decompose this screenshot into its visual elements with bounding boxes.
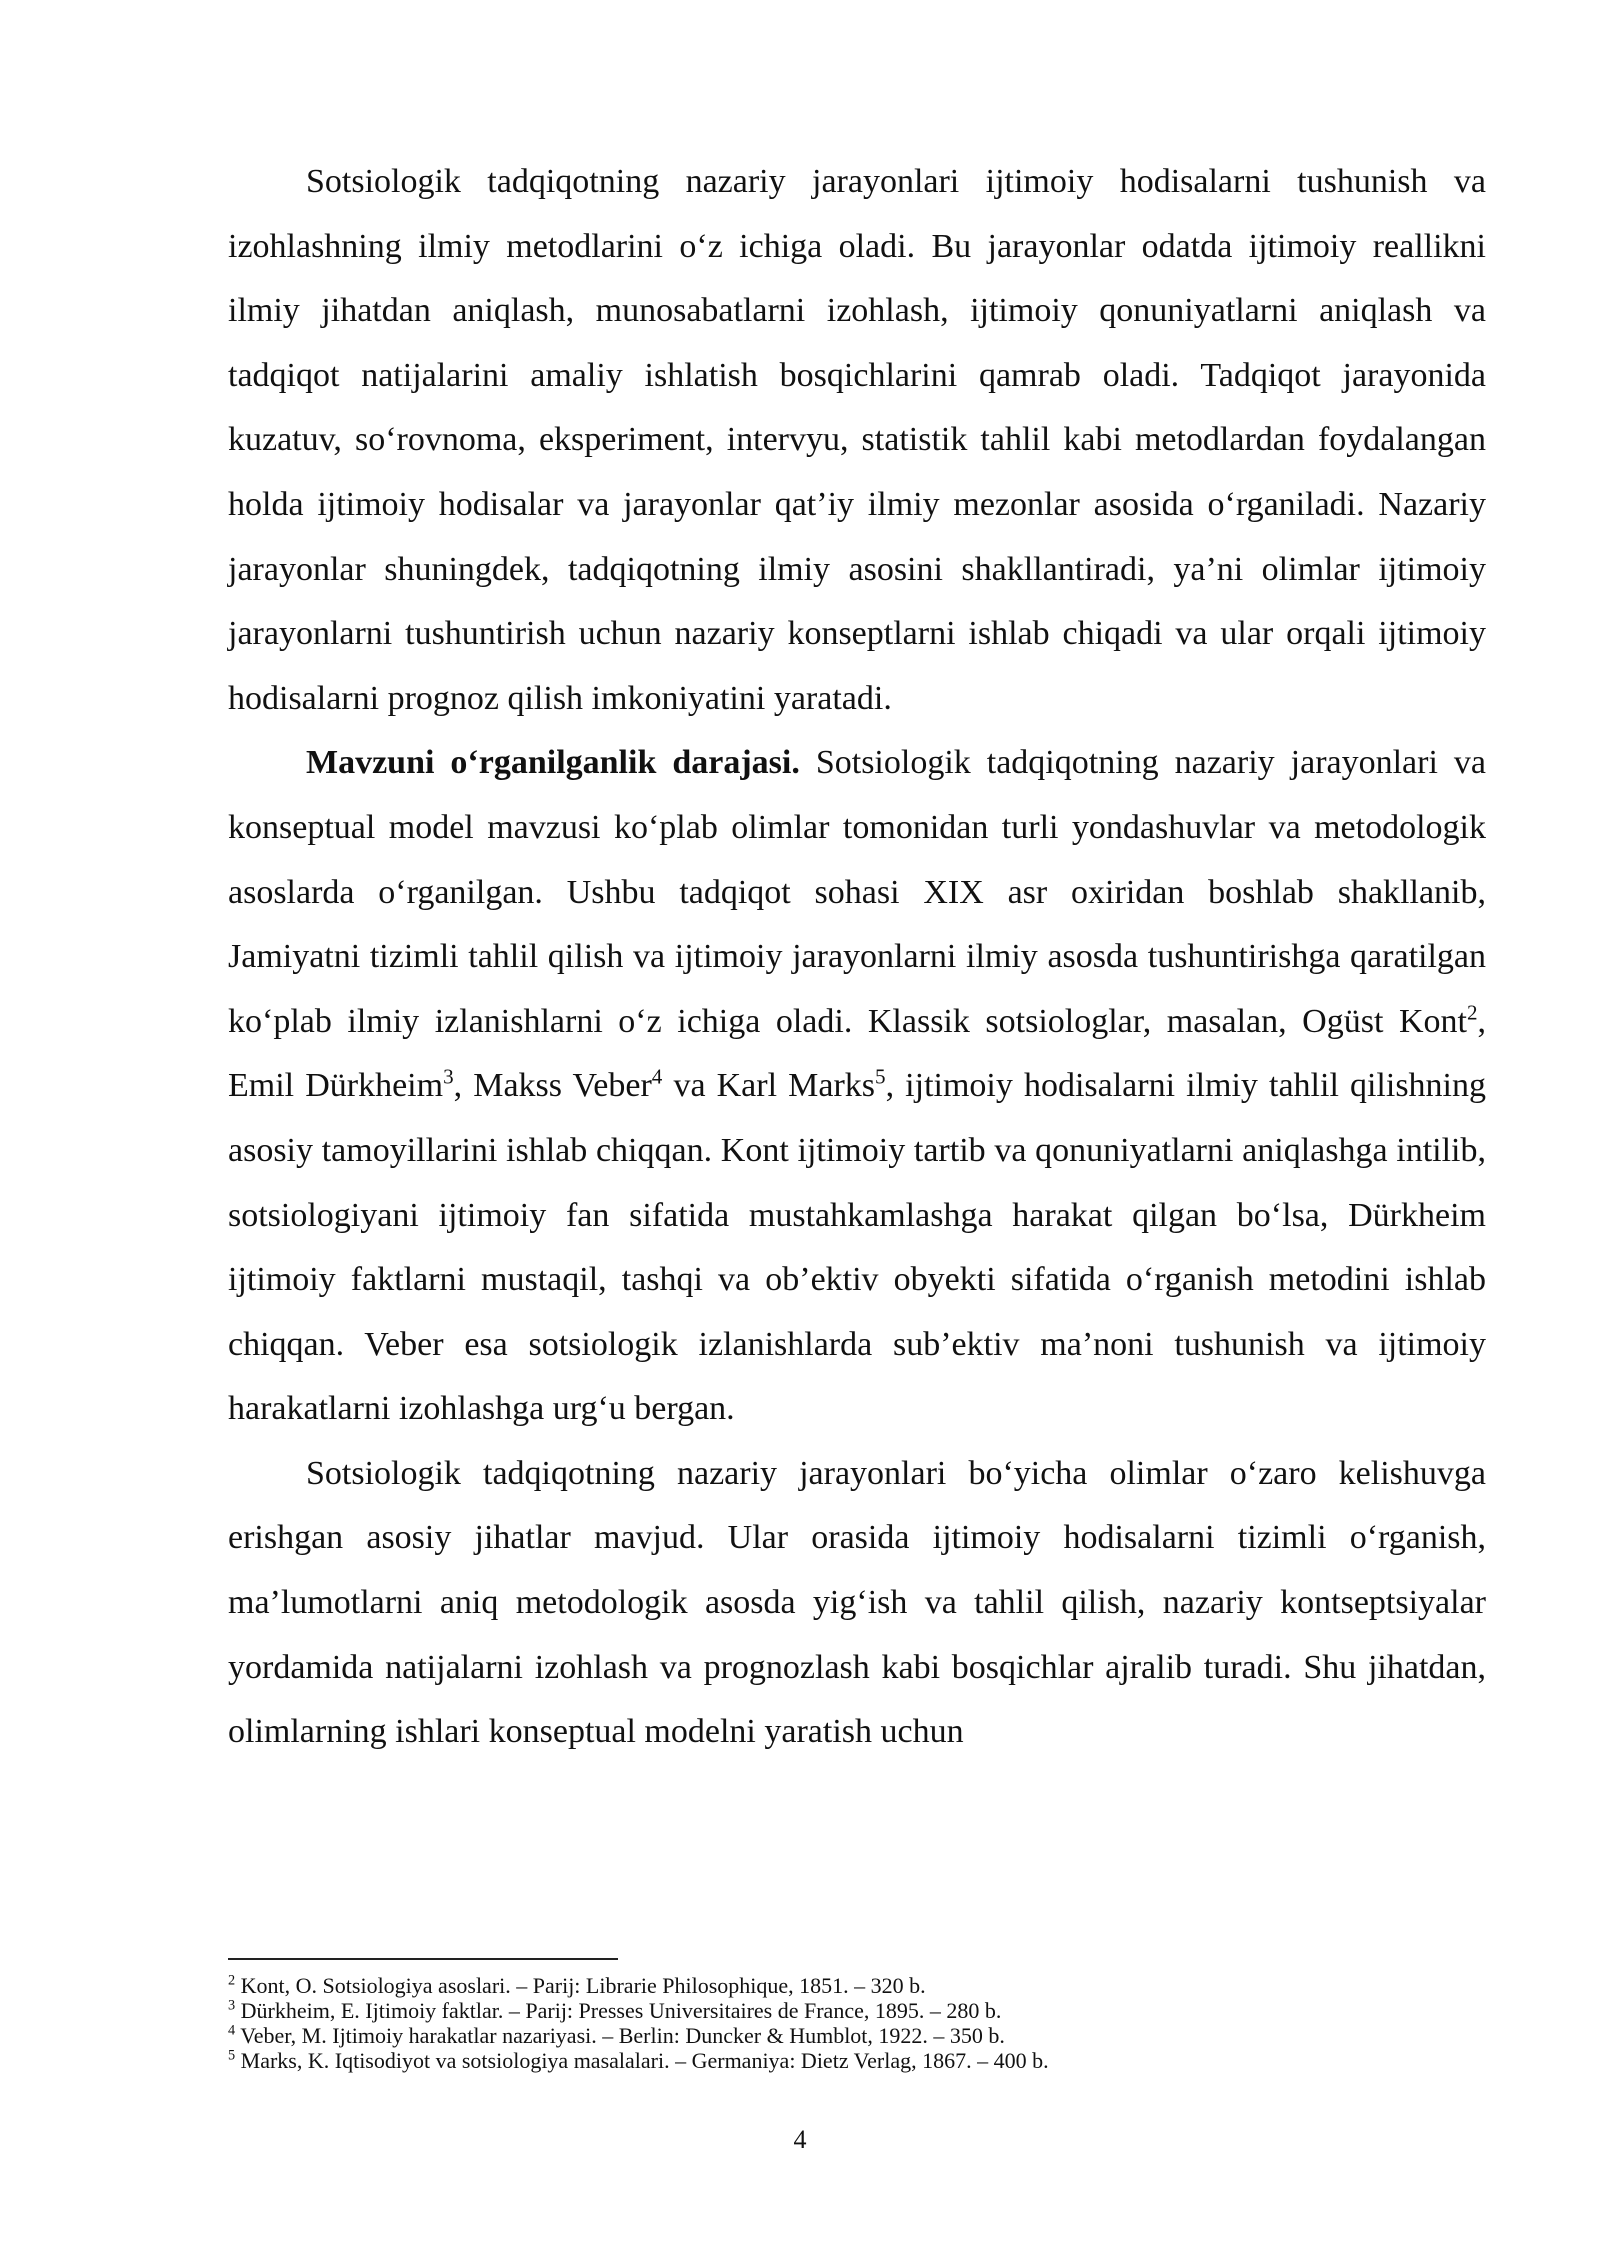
paragraph-text: Sotsiologik tadqiqotning nazariy jarayonlari bo‘yicha olimlar o‘zaro kelishuvga erishgan asosiy jihatlar mavjud. Ular orasida ijtimoiy hodisalarni tizimli o‘rganish, ma’lumotlarni aniq metodologik asosda yig‘ish va tahlil qilish, nazariy kontseptsiyalar yordamida natijalarni izohlash va prognozlash kabi bosqichlar ajralib turadi. Shu jihatdan, olimlarning ishlari konseptual modelni yaratish uchun bbox=[228, 1454, 1486, 1751]
footnote-number: 3 bbox=[228, 1997, 236, 2014]
paragraph-text: , Emil Dürkheim bbox=[228, 1002, 1486, 1105]
footnote-ref-3[interactable]: 3 bbox=[443, 1064, 454, 1089]
page-number: 4 bbox=[793, 2125, 807, 2154]
paragraph-text: Sotsiologik tadqiqotning nazariy jarayonlari va konseptual model mavzusi ko‘plab olimlar tomonidan turli yondashuvlar va metodologik asoslarda o‘rganilgan. Ushbu tadqiqot sohasi XIX asr oxiridan boshlab shakllanib, Jamiyatni tizimli tahlil qilish va ijtimoiy jarayonlarni ilmiy asosda tushuntirishga qaratilgan ko‘plab ilmiy izlanishlarni o‘z ichiga oladi. Klassik sotsiologlar, masalan, Ogüst Kont bbox=[228, 744, 1486, 1040]
footnote-4 bbox=[228, 2023, 1486, 2048]
body-text bbox=[228, 150, 1486, 1765]
paragraph-intro bbox=[228, 150, 1486, 731]
footnote-2 bbox=[228, 1973, 1486, 1998]
footnote-text: Veber, M. Ijtimoiy harakatlar nazariyasi. – Berlin: Duncker & Humblot, 1922. – 350 b. bbox=[235, 2023, 1005, 2048]
footnote-separator bbox=[228, 1958, 618, 1960]
footnote-number: 5 bbox=[228, 2047, 236, 2064]
footnote-number: 4 bbox=[228, 2022, 236, 2039]
footnote-ref-4[interactable]: 4 bbox=[651, 1064, 663, 1089]
footnote-text: Dürkheim, E. Ijtimoiy faktlar. – Parij: Presses Universitaires de France, 1895. – 280 b. bbox=[235, 1998, 1002, 2023]
footnote-ref-5[interactable]: 5 bbox=[875, 1064, 886, 1089]
paragraph-text: Sotsiologik tadqiqotning nazariy jarayonlari ijtimoiy hodisalarni tushunish va izohlashning ilmiy metodlarini o‘z ichiga oladi. Bu jarayonlar odatda ijtimoiy reallikni ilmiy jihatdan aniqlash, munosabatlarni izohlash, ijtimoiy qonuniyatlarni aniqlash va tadqiqot natijalarini amaliy ishlatish bosqichlarini qamrab oladi. Tadqiqot jarayonida kuzatuv, so‘rovnoma, eksperiment, intervyu, statistik tahlil kabi metodlardan foydalangan holda ijtimoiy hodisalar va jarayonlar qat’iy ilmiy mezonlar asosida o‘rganiladi. Nazariy jarayonlar shuningdek, tadqiqotning ilmiy asosini shakllantiradi, ya’ni olimlar ijtimoiy jarayonlarni tushuntirish uchun nazariy konseptlarni ishlab chiqadi va ular orqali ijtimoiy hodisalarni prognoz qilish imkoniyatini yaratadi. bbox=[228, 163, 1486, 717]
paragraph-text: , Makss Veber bbox=[453, 1067, 652, 1105]
footnote-ref-2[interactable]: 2 bbox=[1466, 1000, 1478, 1025]
footnote-text: Kont, O. Sotsiologiya asoslari. – Parij: Librarie Philosophique, 1851. – 320 b. bbox=[235, 1973, 926, 1998]
paragraph-study-level bbox=[228, 731, 1486, 1442]
footnotes bbox=[228, 1973, 1486, 2073]
footnote-3 bbox=[228, 1998, 1486, 2023]
footnote-text: Marks, K. Iqtisodiyot va sotsiologiya masalalari. – Germaniya: Dietz Verlag, 1867. – 400 b. bbox=[235, 2048, 1049, 2073]
paragraph-text: va Karl Marks bbox=[662, 1067, 876, 1105]
footnote-number: 2 bbox=[228, 1972, 236, 1989]
footnote-5 bbox=[228, 2048, 1486, 2073]
paragraph-text: , ijtimoiy hodisalarni ilmiy tahlil qilishning asosiy tamoyillarini ishlab chiqqan. Kont ijtimoiy tartib va qonuniyatlarni aniqlashga intilib, sotsiologiyani ijtimoiy fan sifatida mustahkamlashga harakat qilgan bo‘lsa, Dürkheim ijtimoiy faktlarni mustaqil, tashqi va ob’ektiv obyekti sifatida o‘rganish metodini ishlab chiqqan. Veber esa sotsiologik izlanishlarda sub’ektiv ma’noni tushunish va ijtimoiy harakatlarni izohlashga urg‘u bergan. bbox=[228, 1067, 1487, 1428]
section-heading-inline: Mavzuni o‘rganilganlik darajasi. bbox=[306, 744, 800, 782]
paragraph-consensus bbox=[228, 1442, 1486, 1765]
